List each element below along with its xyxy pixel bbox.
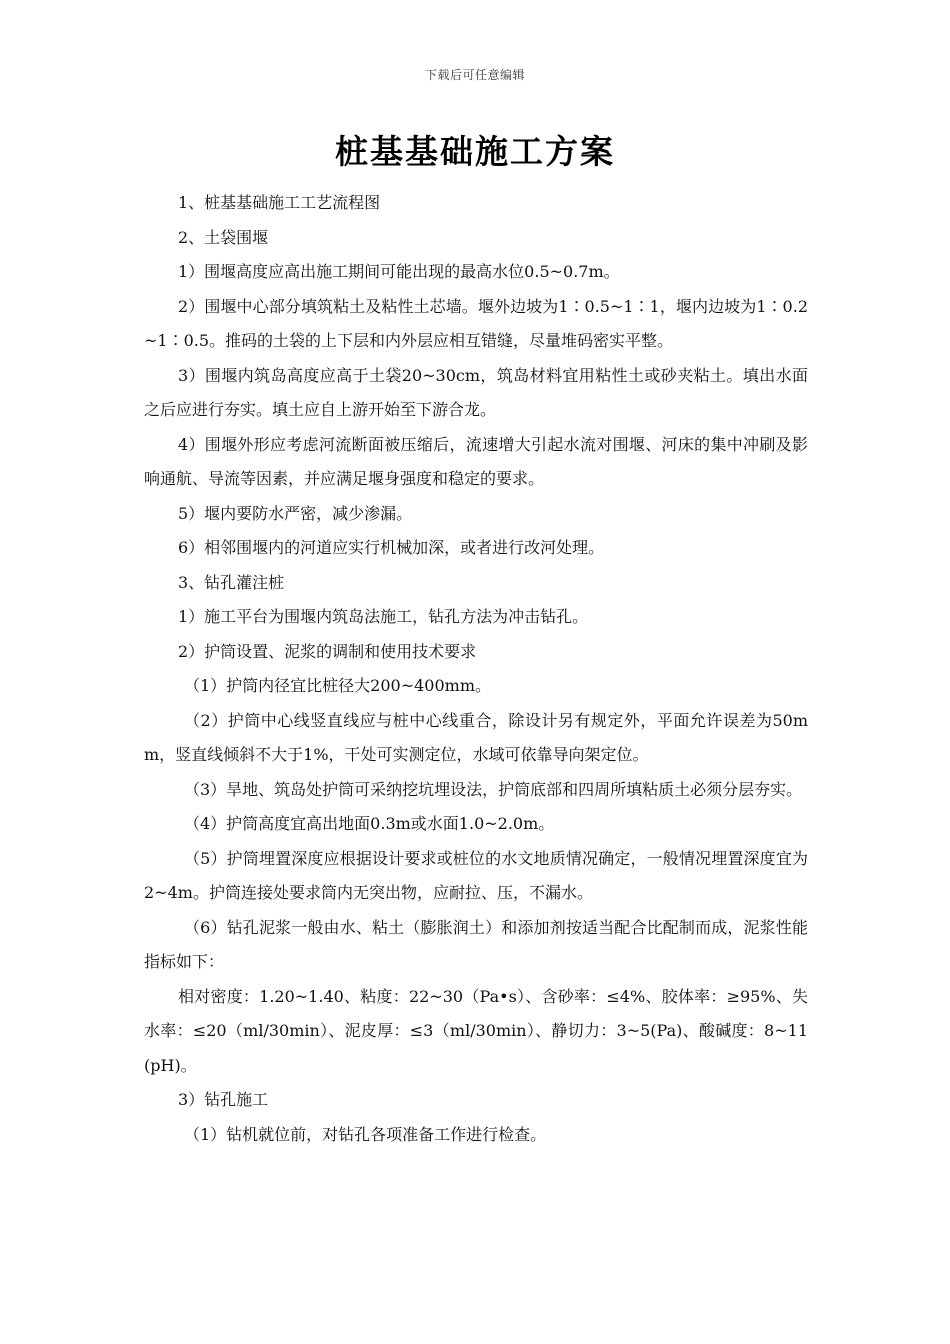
paragraph: 2）围堰中心部分填筑粘土及粘性土芯墙。堰外边坡为1∶0.5~1∶1，堰内边坡为1∶0.2~1∶0.5。推码的土袋的上下层和内外层应相互错缝，尽量堆码密实平整。 [144, 296, 808, 350]
paragraph: 2）护筒设置、泥浆的调制和使用技术要求 [178, 641, 477, 661]
paragraph: 5）堰内要防水严密，减少渗漏。 [178, 503, 413, 523]
document-body [144, 186, 808, 1152]
mud-properties-paragraph: 相对密度：1.20~1.40、粘度：22~30（Pa•s）、含砂率：≤4%、胶体率：≥95%、失水率：≤20（ml/30min）、泥皮厚：≤3（ml/30min）、静切力：3~5(Pa)、酸碱度：8~11(pH)。 [144, 986, 808, 1075]
section-heading-flowchart: 1、桩基基础施工工艺流程图 [178, 193, 381, 212]
paragraph: （5）护筒埋置深度应根据设计要求或桩位的水文地质情况确定，一般情况埋置深度宜为2~4m。护筒连接处要求筒内无突出物，应耐拉、压，不漏水。 [144, 848, 808, 902]
paragraph: 1）施工平台为围堰内筑岛法施工，钻孔方法为冲击钻孔。 [178, 607, 589, 626]
paragraph: （4）护筒高度宜高出地面0.3m或水面1.0~2.0m。 [184, 814, 555, 833]
paragraph: 3）围堰内筑岛高度应高于土袋20~30cm，筑岛材料宜用粘性土或砂夹粘土。填出水面之后应进行夯实。填土应自上游开始至下游合龙。 [144, 365, 808, 419]
paragraph: 6）相邻围堰内的河道应实行机械加深，或者进行改河处理。 [178, 538, 605, 557]
section-heading-cofferdam: 2、土袋围堰 [178, 227, 269, 247]
paragraph: （1）护筒内径宜比桩径大200~400mm。 [184, 676, 492, 695]
paragraph: （1）钻机就位前，对钻孔各项准备工作进行检查。 [184, 1124, 547, 1144]
paragraph: 4）围堰外形应考虑河流断面被压缩后，流速增大引起水流对围堰、河床的集中冲刷及影响通航、导流等因素，并应满足堰身强度和稳定的要求。 [144, 434, 808, 488]
paragraph: （3）旱地、筑岛处护筒可采纳挖坑埋设法，护筒底部和四周所填粘质土必须分层夯实。 [184, 779, 803, 799]
paragraph: （2）护筒中心线竖直线应与桩中心线重合，除设计另有规定外，平面允许误差为50mm，竖直线倾斜不大于1%，干处可实测定位，水域可依靠导向架定位。 [144, 710, 808, 764]
document-title: 桩基基础施工方案 [335, 132, 615, 171]
paragraph: （6）钻孔泥浆一般由水、粘土（膨胀润土）和添加剂按适当配合比配制而成，泥浆性能指标如下： [144, 917, 808, 971]
section-heading-bored-pile: 3、钻孔灌注桩 [178, 572, 285, 592]
header-note: 下载后可任意编辑 [424, 68, 525, 82]
paragraph: 3）钻孔施工 [178, 1090, 269, 1109]
paragraph: 1）围堰高度应高出施工期间可能出现的最高水位0.5~0.7m。 [178, 262, 620, 281]
